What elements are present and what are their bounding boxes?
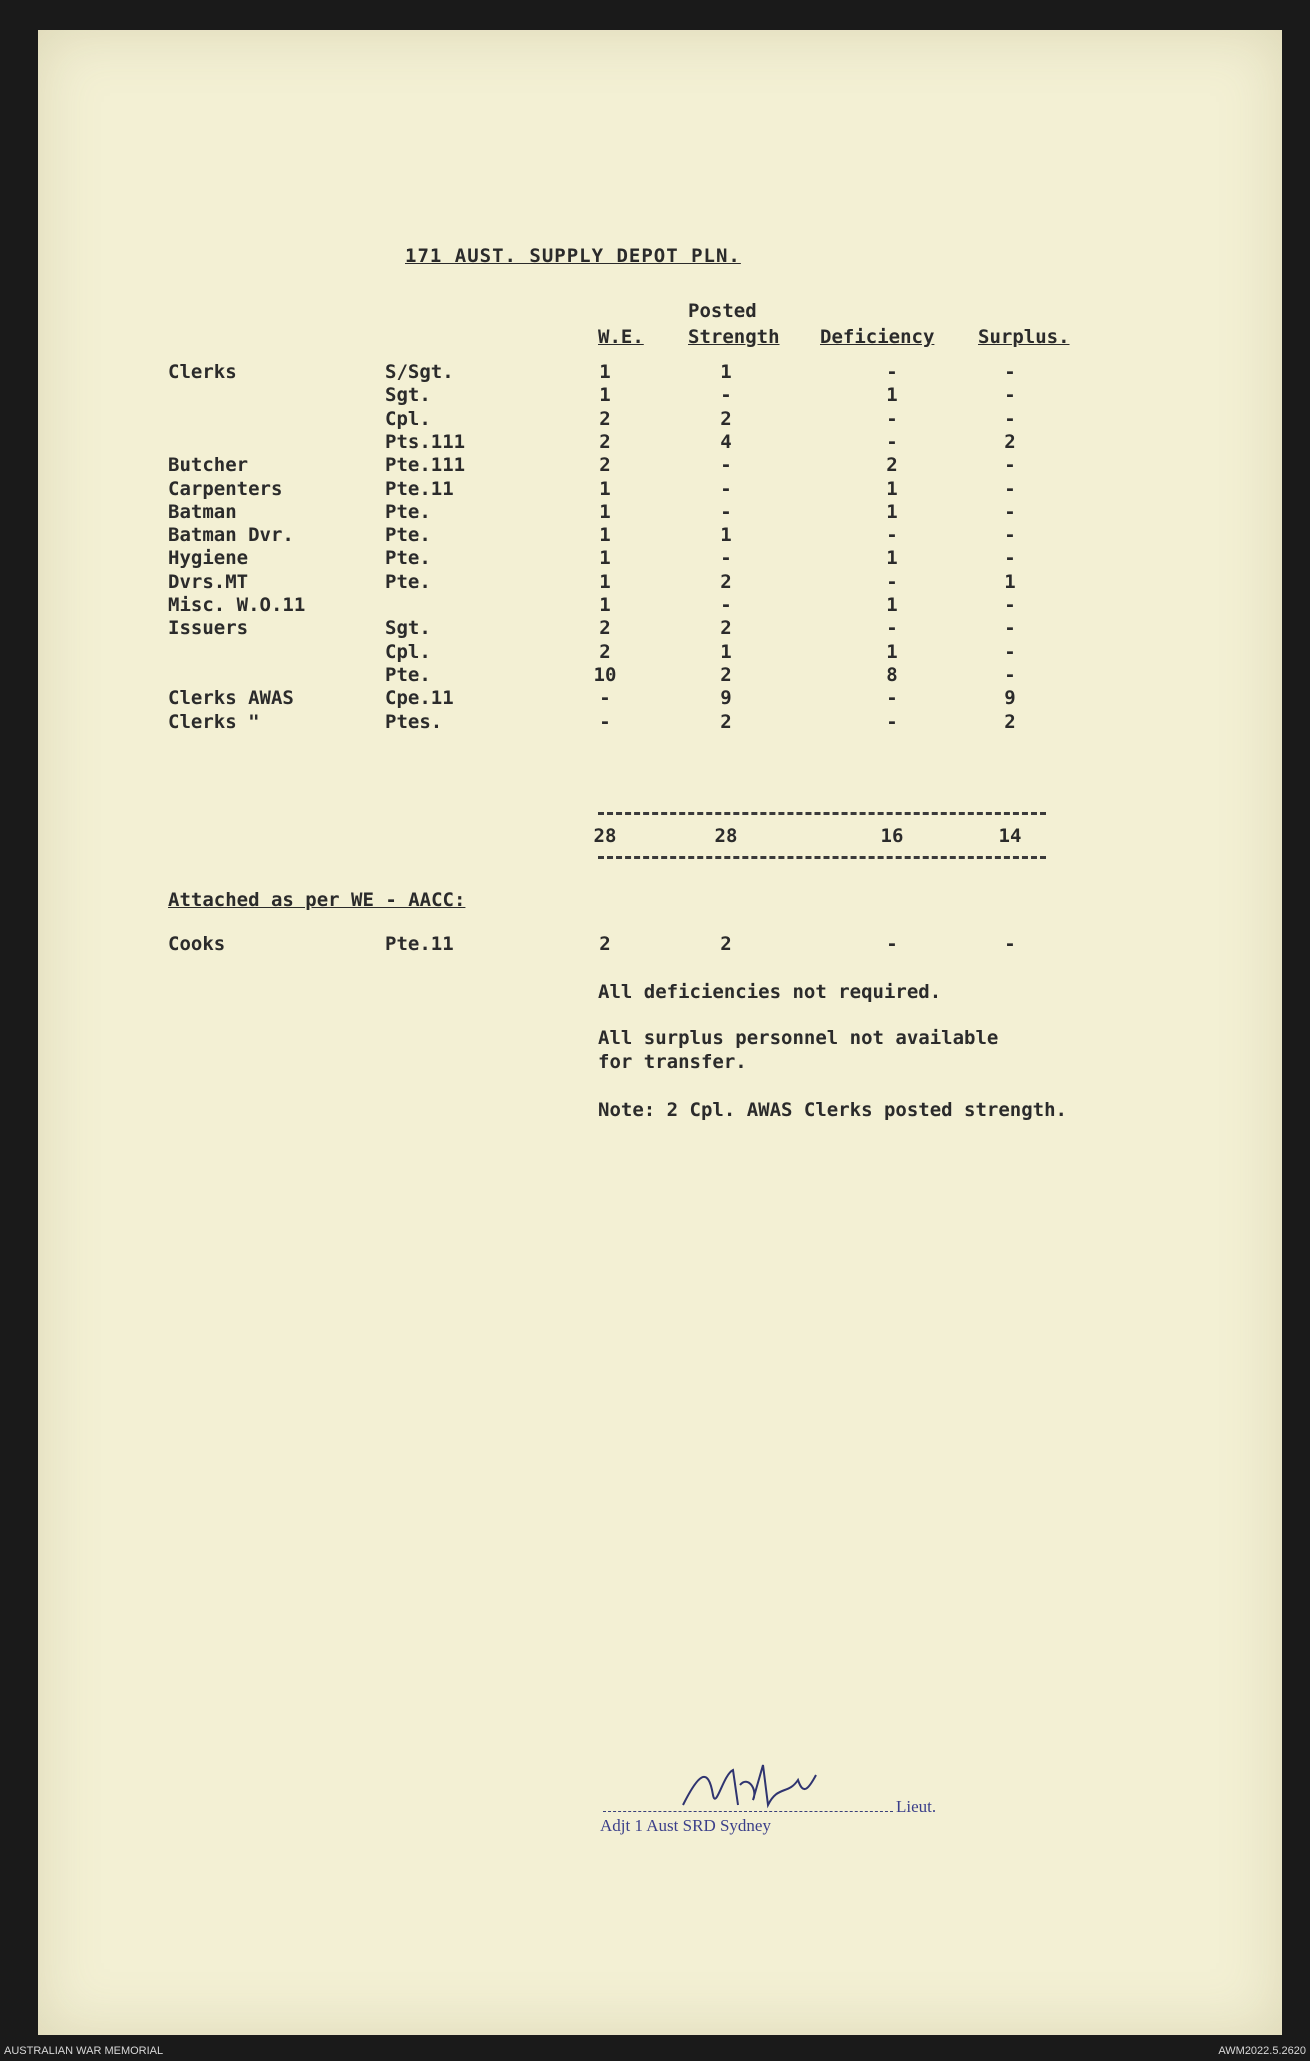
attached-rank: Pte.11 [385, 933, 454, 955]
row-deficiency: 1 [886, 547, 898, 570]
total-posted: 28 [714, 825, 738, 847]
row-rank: Pts.111 [385, 430, 466, 453]
header-surplus: Surplus. [978, 326, 1070, 348]
row-we: 1 [599, 547, 611, 570]
note-deficiencies: All deficiencies not required. [598, 981, 942, 1003]
row-surplus: 9 [1004, 687, 1016, 710]
attached-deficiency: - [886, 933, 898, 955]
row-surplus: - [1004, 361, 1016, 383]
attached-heading: Attached as per WE - AACC: [168, 889, 466, 911]
note-surplus: All surplus personnel not available for transfer. [598, 1027, 999, 1073]
row-deficiency: 8 [886, 663, 898, 686]
row-rank: Pte.11 [385, 477, 454, 500]
row-rank: Ptes. [385, 710, 443, 733]
row-trade: Clerks AWAS [168, 687, 294, 710]
row-we: 1 [599, 570, 611, 593]
row-trade: Hygiene [168, 547, 249, 570]
row-posted: 4 [720, 430, 732, 453]
header-we: W.E. [598, 326, 644, 348]
signature-line [603, 1811, 893, 1812]
row-posted: - [720, 500, 732, 523]
row-surplus: 2 [1004, 710, 1016, 733]
row-surplus: 1 [1004, 570, 1016, 593]
attached-we: 2 [599, 933, 611, 955]
header-posted-line2: Strength [688, 326, 780, 348]
row-we: 1 [599, 384, 611, 407]
row-we: - [599, 687, 611, 710]
document-page [38, 30, 1282, 2035]
header-deficiency: Deficiency [820, 326, 935, 348]
row-we: 2 [599, 430, 611, 453]
row-posted: 2 [720, 663, 732, 686]
row-rank: Pte. [385, 500, 431, 523]
row-rank: Pte. [385, 547, 431, 570]
row-trade: Issuers [168, 617, 249, 640]
row-deficiency: 1 [886, 640, 898, 663]
row-we: 2 [599, 454, 611, 477]
row-deficiency: 1 [886, 594, 898, 616]
signature-appointment: Adjt 1 Aust SRD Sydney [600, 1816, 771, 1835]
row-trade: Batman Dvr. [168, 524, 294, 547]
row-deficiency: - [886, 407, 898, 430]
row-we: 1 [599, 477, 611, 500]
row-posted: - [720, 454, 732, 477]
row-posted: 1 [720, 524, 732, 547]
row-we: 2 [599, 640, 611, 663]
row-rank: Pte. [385, 524, 431, 547]
row-surplus: - [1004, 617, 1016, 640]
row-surplus: - [1004, 663, 1016, 686]
row-rank: Cpl. [385, 640, 431, 663]
row-we: 1 [599, 594, 611, 616]
row-trade: Misc. W.O.11 [168, 594, 306, 616]
row-posted: 1 [720, 640, 732, 663]
row-deficiency: - [886, 617, 898, 640]
note-awas: Note: 2 Cpl. AWAS Clerks posted strength. [598, 1099, 1067, 1121]
row-posted: 2 [720, 407, 732, 430]
row-surplus: - [1004, 384, 1016, 407]
row-posted: - [720, 547, 732, 570]
row-deficiency: - [886, 687, 898, 710]
row-we: - [599, 710, 611, 733]
row-surplus: - [1004, 640, 1016, 663]
attached-posted: 2 [720, 933, 732, 955]
attached-surplus: - [1004, 933, 1016, 955]
row-trade: Carpenters [168, 477, 283, 500]
row-deficiency: - [886, 710, 898, 733]
row-rank: Sgt. [385, 384, 431, 407]
footer-left: AUSTRALIAN WAR MEMORIAL [4, 2045, 164, 2057]
row-deficiency: 1 [886, 384, 898, 407]
row-rank: Cpl. [385, 407, 431, 430]
row-posted: 2 [720, 570, 732, 593]
row-deficiency: 2 [886, 454, 898, 477]
total-we: 28 [593, 825, 617, 847]
row-posted: 9 [720, 687, 732, 710]
total-surplus: 14 [998, 825, 1022, 847]
row-rank: Cpe.11 [385, 687, 454, 710]
row-posted: - [720, 384, 732, 407]
row-rank: Pte.111 [385, 454, 466, 477]
document-title: 171 AUST. SUPPLY DEPOT PLN. [405, 245, 741, 267]
row-posted: - [720, 477, 732, 500]
row-trade: Clerks " [168, 710, 260, 733]
row-surplus: 2 [1004, 430, 1016, 453]
row-posted: - [720, 594, 732, 616]
row-deficiency: 1 [886, 500, 898, 523]
header-posted-line1: Posted [688, 300, 757, 322]
signature-scribble [678, 1755, 818, 1815]
row-trade: Clerks [168, 361, 237, 383]
row-we: 1 [599, 524, 611, 547]
row-surplus: - [1004, 524, 1016, 547]
row-deficiency: - [886, 430, 898, 453]
totals-rule-bottom [598, 856, 1046, 859]
row-surplus: - [1004, 500, 1016, 523]
row-surplus: - [1004, 477, 1016, 500]
row-trade: Dvrs.MT [168, 570, 249, 593]
row-we: 10 [593, 663, 617, 686]
row-we: 2 [599, 407, 611, 430]
row-we: 2 [599, 617, 611, 640]
row-we: 1 [599, 500, 611, 523]
row-rank: Sgt. [385, 617, 431, 640]
totals-rule-top [598, 812, 1046, 815]
row-posted: 2 [720, 710, 732, 733]
total-deficiency: 16 [880, 825, 904, 847]
attached-trade: Cooks [168, 933, 226, 955]
row-surplus: - [1004, 454, 1016, 477]
row-trade: Batman [168, 500, 237, 523]
row-deficiency: 1 [886, 477, 898, 500]
footer-right: AWM2022.5.2620 [1218, 2045, 1306, 2057]
row-surplus: - [1004, 594, 1016, 616]
signature-rank: Lieut. [896, 1797, 937, 1816]
row-rank: Pte. [385, 570, 431, 593]
row-rank: Pte. [385, 663, 431, 686]
row-surplus: - [1004, 407, 1016, 430]
row-posted: 2 [720, 617, 732, 640]
row-deficiency: - [886, 361, 898, 383]
row-we: 1 [599, 361, 611, 383]
row-deficiency: - [886, 524, 898, 547]
row-rank: S/Sgt. [385, 361, 454, 383]
row-deficiency: - [886, 570, 898, 593]
row-trade: Butcher [168, 454, 249, 477]
row-posted: 1 [720, 361, 732, 383]
row-surplus: - [1004, 547, 1016, 570]
